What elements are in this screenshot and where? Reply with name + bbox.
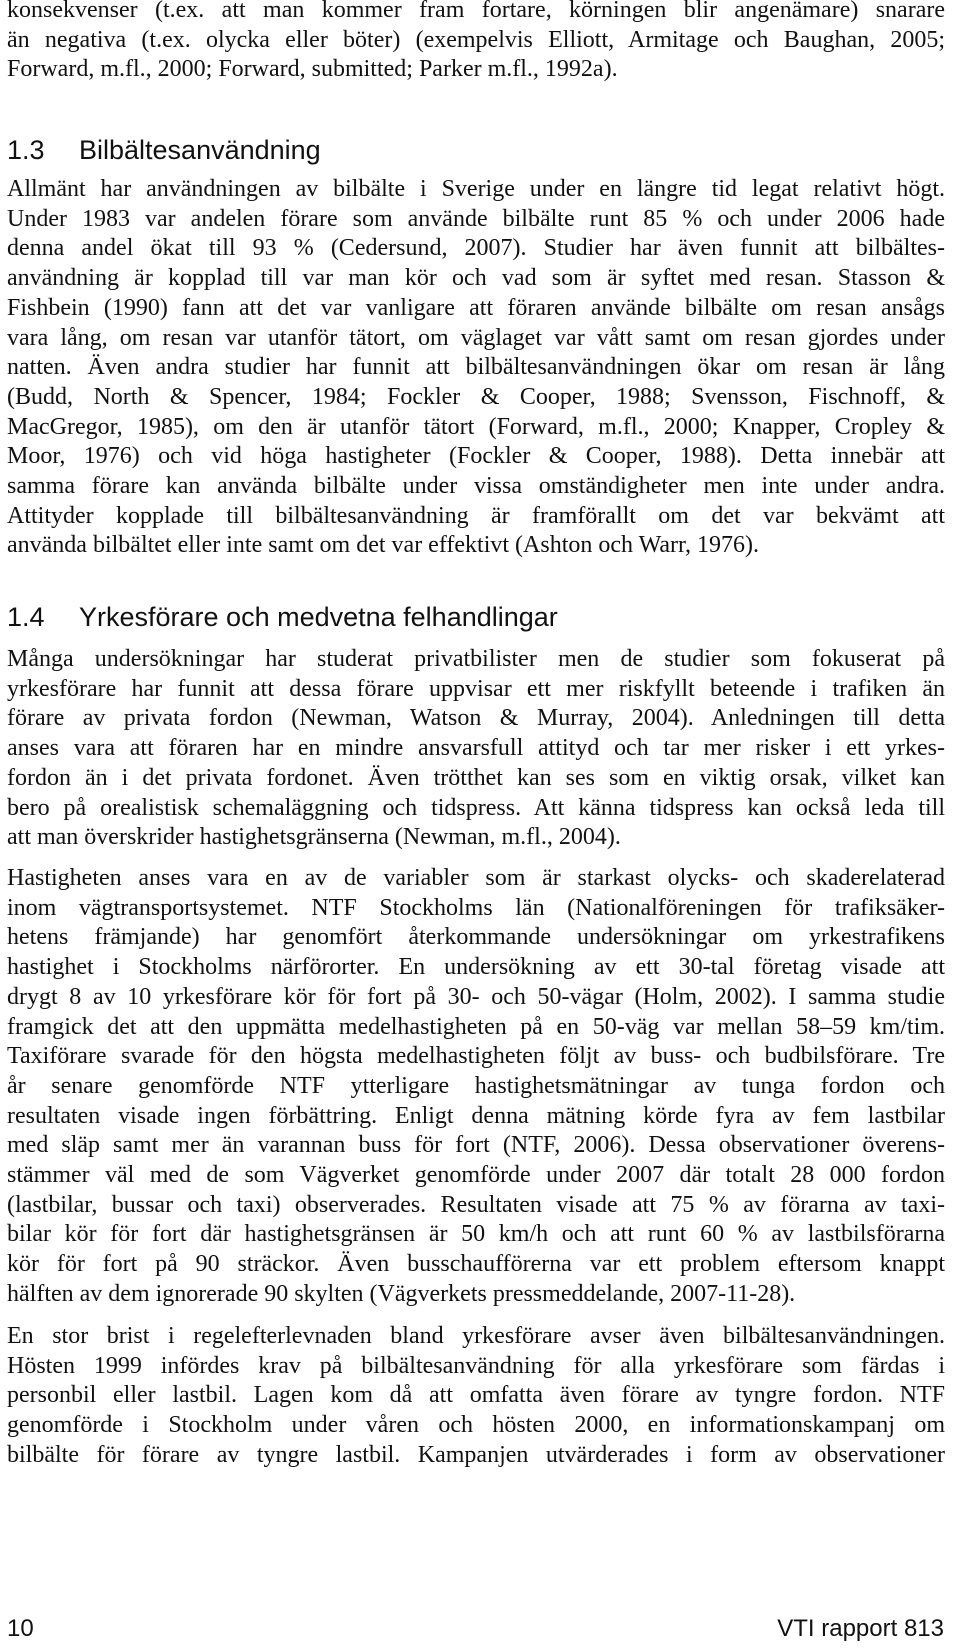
text-line: anses vara att föraren har en mindre ansvarsfull attityd och tar mer risker i ett yrkes- (7, 735, 945, 762)
section-1-3-paragraph (7, 175, 945, 561)
text-line: än negativa (t.ex. olycka eller böter) (exempelvis Elliott, Armitage och Baughan, 2005; (7, 26, 945, 53)
text-line: konsekvenser (t.ex. att man kommer fram fortare, körningen blir angenämare) snarare (7, 0, 945, 23)
text-line: hälften av dem ignorerade 90 skylten (Vägverkets pressmeddelande, 2007-11-28). (7, 1280, 796, 1307)
text-line: resultaten visade ingen förbättring. Enligt denna mätning körde fyra av fem lastbilar (7, 1102, 945, 1129)
text-line: Under 1983 var andelen förare som använde bilbälte runt 85 % och under 2006 hade (7, 205, 945, 232)
text-line: samma förare kan använda bilbälte under vissa omständigheter men inte under andra. (7, 473, 945, 500)
text-line: att man överskrider hastighetsgränserna (Newman, m.fl., 2004). (7, 824, 621, 851)
intro-paragraph (7, 0, 945, 85)
report-title: VTI rapport 813 (777, 1615, 944, 1642)
text-line: år senare genomförde NTF ytterligare hastighetsmätningar av tunga fordon och (7, 1072, 945, 1099)
text-line: framgick det att den uppmätta medelhastigheten på en 50-väg var mellan 58–59 km/tim. (7, 1013, 945, 1040)
section-number: 1.3 (7, 135, 45, 165)
text-line: Forward, m.fl., 2000; Forward, submitted; Parker m.fl., 1992a). (7, 56, 618, 83)
text-line: vara lång, om resan var utanför tätort, om väglaget var vått samt om resan gjordes under (7, 324, 945, 351)
text-line: Attityder kopplade till bilbältesanvändning är framförallt om det var bekvämt att (7, 502, 945, 529)
section-heading-1-3 (7, 133, 321, 167)
text-line: hastighet i Stockholms närförorter. En undersökning av ett 30-tal företag visade att (7, 954, 945, 981)
text-line: MacGregor, 1985), om den är utanför tätort (Forward, m.fl., 2000; Knapper, Cropley & (7, 413, 945, 440)
text-line: natten. Även andra studier har funnit att bilbältesanvändningen ökar om resan är lång (7, 354, 945, 381)
section-title: Yrkesförare och medvetna felhandlingar (79, 602, 558, 632)
section-1-4-paragraph-3 (7, 1322, 945, 1471)
section-heading-1-4 (7, 600, 558, 634)
text-line: använda bilbältet eller inte samt om det var effektivt (Ashton och Warr, 1976). (7, 532, 759, 559)
page-number: 10 (7, 1615, 34, 1642)
text-line: Hastigheten anses vara en av de variabler som är starkast olycks- och skaderelaterad (7, 865, 945, 891)
text-line: (Budd, North & Spencer, 1984; Fockler & Cooper, 1988; Svensson, Fischnoff, & (7, 383, 945, 410)
text-line: Hösten 1999 infördes krav på bilbältesanvändning för alla yrkesförare som färdas i (7, 1352, 945, 1379)
text-line: inom vägtransportsystemet. NTF Stockholms län (Nationalföreningen för trafiksäker- (7, 894, 945, 921)
text-line: drygt 8 av 10 yrkesförare kör för fort på 30- och 50-vägar (Holm, 2002). I samma studie (7, 983, 945, 1010)
text-line: bero på orealistisk schemaläggning och tidspress. Att känna tidspress kan också leda till (7, 794, 945, 821)
text-line: kör för fort på 90 sträckor. Även busschaufförerna var ett problem eftersom knappt (7, 1251, 945, 1278)
text-line: Fishbein (1990) fann att det var vanligare att föraren använde bilbälte om resan ansågs (7, 294, 945, 321)
text-line: bilbälte för förare av tyngre lastbil. Kampanjen utvärderades i form av observationer (7, 1441, 945, 1468)
text-line: med släp samt mer än varannan buss för fort (NTF, 2006). Dessa observationer överens- (7, 1132, 945, 1159)
text-line: användning är kopplad till var man kör och vad som är syftet med resan. Stasson & (7, 265, 945, 292)
text-line: Taxiförare svarade för den högsta medelhastigheten följt av buss- och budbilsförare. Tre (7, 1043, 945, 1070)
text-line: Många undersökningar har studerat privatbilister men de studier som fokuserat på (7, 646, 945, 672)
text-line: stämmer väl med de som Vägverket genomförde under 2007 där totalt 28 000 fordon (7, 1162, 945, 1189)
text-line: En stor brist i regelefterlevnaden bland yrkesförare avser även bilbältesanvändningen. (7, 1323, 945, 1349)
text-line: bilar kör för fort där hastighetsgränsen är 50 km/h och att runt 60 % av lastbilsförarna (7, 1221, 945, 1248)
text-line: Allmänt har användningen av bilbälte i Sverige under en längre tid legat relativt högt. (7, 176, 945, 202)
text-line: personbil eller lastbil. Lagen kom då att omfatta även förare av tyngre fordon. NTF (7, 1382, 945, 1409)
section-title: Bilbältesanvändning (79, 135, 321, 165)
section-1-4-paragraph-1 (7, 645, 945, 853)
text-line: Moor, 1976) och vid höga hastigheter (Fockler & Cooper, 1988). Detta innebär att (7, 443, 945, 470)
text-line: fordon än i det privata fordonet. Även trötthet kan ses som en viktig orsak, vilket kan (7, 764, 945, 791)
text-line: (lastbilar, bussar och taxi) observerades. Resultaten visade att 75 % av förarna av taxi- (7, 1191, 945, 1218)
section-number: 1.4 (7, 602, 45, 632)
text-line: yrkesförare har funnit att dessa förare uppvisar ett mer riskfyllt beteende i trafiken än (7, 675, 945, 702)
text-line: förare av privata fordon (Newman, Watson & Murray, 2004). Anledningen till detta (7, 705, 945, 732)
text-line: genomförde i Stockholm under våren och hösten 2000, en informationskampanj om (7, 1412, 945, 1439)
section-1-4-paragraph-2 (7, 864, 945, 1310)
text-line: hetens främjande) har genomfört återkommande undersökningar om yrkestrafikens (7, 924, 945, 951)
text-line: denna andel ökat till 93 % (Cedersund, 2007). Studier har även funnit att bilbältes- (7, 235, 945, 262)
